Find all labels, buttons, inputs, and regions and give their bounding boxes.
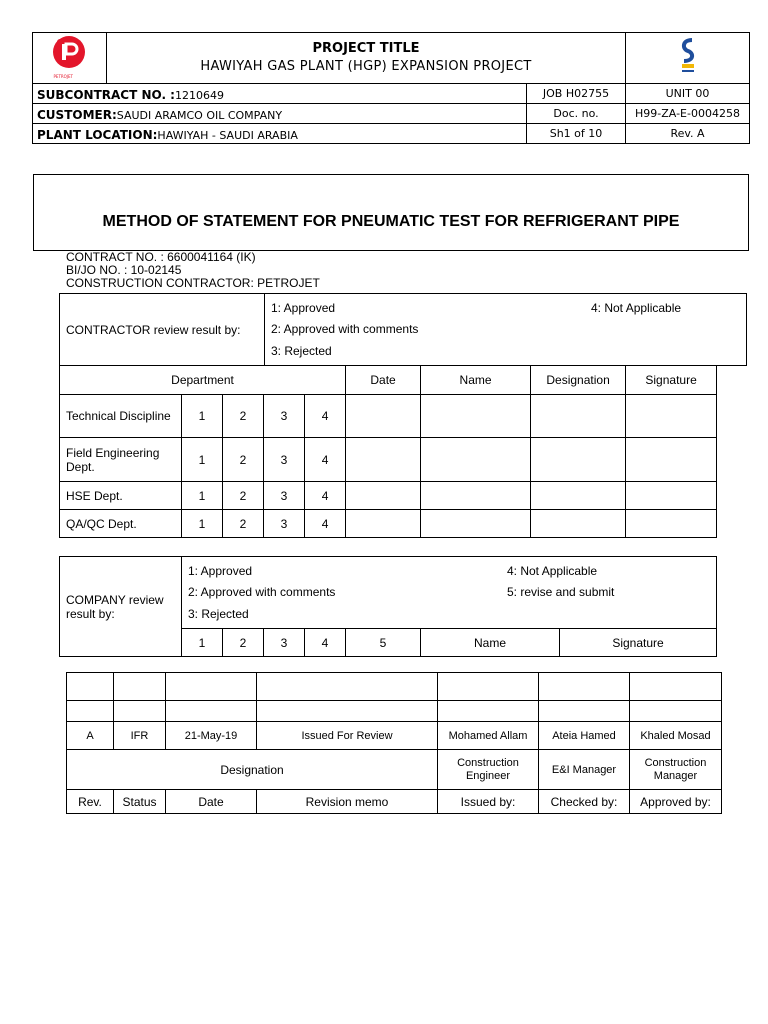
project-title-cell xyxy=(107,33,626,84)
unit-number: UNIT 00 xyxy=(626,84,750,104)
saudi-aramco-logo-icon xyxy=(678,36,698,76)
contractor-review-label: CONTRACTOR review result by: xyxy=(60,294,265,366)
revision-table xyxy=(66,672,722,814)
review-code: 2 xyxy=(223,510,264,538)
checked-by-name: Ateia Hamed xyxy=(539,722,630,750)
approved-by-name: Khaled Mosad xyxy=(630,722,722,750)
rev-header: Rev. xyxy=(67,790,114,814)
signature-header: Signature xyxy=(626,366,717,395)
review-code: 4 xyxy=(305,510,346,538)
date-header: Date xyxy=(346,366,421,395)
revision-row xyxy=(67,722,722,750)
company-signature-header: Signature xyxy=(560,629,717,657)
company-name-header: Name xyxy=(421,629,560,657)
signature-cell xyxy=(626,510,717,538)
table-row xyxy=(60,482,717,510)
contract-number: CONTRACT NO. : 6600041164 (IK) xyxy=(66,250,256,264)
job-number: JOB H02755 xyxy=(527,84,626,104)
document-title-box xyxy=(33,174,749,251)
contractor-option-approved-with-comments: 2: Approved with comments xyxy=(271,322,419,336)
review-code: 3 xyxy=(264,395,305,438)
subcontract-value: 1210649 xyxy=(174,89,224,102)
review-code: 3 xyxy=(264,482,305,510)
company-review-label: COMPANY review result by: xyxy=(60,557,182,657)
revision-number: Rev. A xyxy=(626,124,750,144)
review-code: 2 xyxy=(223,395,264,438)
department-header: Department xyxy=(60,366,346,395)
department-name: QA/QC Dept. xyxy=(60,510,182,538)
construction-contractor: CONSTRUCTION CONTRACTOR: PETROJET xyxy=(66,276,320,290)
contract-info xyxy=(66,251,320,290)
date-cell xyxy=(346,395,421,438)
revision-memo: Issued For Review xyxy=(257,722,438,750)
revision-memo-header: Revision memo xyxy=(257,790,438,814)
designation-cell xyxy=(531,482,626,510)
review-code: 4 xyxy=(305,438,346,482)
checked-by-header: Checked by: xyxy=(539,790,630,814)
department-review-table xyxy=(59,365,717,538)
issued-by-designation: Construction Engineer xyxy=(438,750,539,790)
review-code: 3 xyxy=(264,438,305,482)
contractor-option-rejected: 3: Rejected xyxy=(271,344,332,358)
table-row xyxy=(60,395,717,438)
approved-by-header: Approved by: xyxy=(630,790,722,814)
revision-date: 21-May-19 xyxy=(166,722,257,750)
company-option-approved: 1: Approved xyxy=(188,564,253,578)
company-option-not-applicable: 4: Not Applicable xyxy=(507,564,598,578)
sheet-number: Sh1 of 10 xyxy=(527,124,626,144)
name-header: Name xyxy=(421,366,531,395)
review-code: 1 xyxy=(182,395,223,438)
department-name: Field Engineering Dept. xyxy=(60,438,182,482)
name-cell xyxy=(421,482,531,510)
signature-cell xyxy=(626,395,717,438)
designation-cell xyxy=(531,395,626,438)
review-code: 1 xyxy=(182,510,223,538)
empty-revision-row xyxy=(67,673,722,701)
checked-by-designation: E&I Manager xyxy=(539,750,630,790)
review-code: 1 xyxy=(182,482,223,510)
bijo-number: BI/JO NO. : 10-02145 xyxy=(66,263,182,277)
revision-rev: A xyxy=(67,722,114,750)
company-review-table xyxy=(59,556,717,657)
plant-location-cell xyxy=(33,124,527,144)
document-title: METHOD OF STATEMENT FOR PNEUMATIC TEST FOR REFRIGERANT PIPE xyxy=(102,213,680,230)
doc-number: H99-ZA-E-0004258 xyxy=(626,104,750,124)
department-name: Technical Discipline xyxy=(60,395,182,438)
review-code: 1 xyxy=(182,438,223,482)
designation-row xyxy=(67,750,722,790)
contractor-review-box xyxy=(59,293,747,366)
designation-label: Designation xyxy=(67,750,438,790)
petrojet-logo-icon xyxy=(40,33,100,79)
company-option-approved-with-comments: 2: Approved with comments xyxy=(188,585,336,599)
table-row xyxy=(60,510,717,538)
customer-label: CUSTOMER: xyxy=(37,108,117,122)
date-cell xyxy=(346,438,421,482)
department-name: HSE Dept. xyxy=(60,482,182,510)
client-logo xyxy=(626,33,750,84)
company-code: 1 xyxy=(182,629,223,657)
issued-by-header: Issued by: xyxy=(438,790,539,814)
project-name: HAWIYAH GAS PLANT (HGP) EXPANSION PROJECT xyxy=(200,59,532,74)
logo-text: PETROJET xyxy=(53,73,73,79)
company-option-revise-and-submit: 5: revise and submit xyxy=(507,585,615,599)
customer-cell xyxy=(33,104,527,124)
designation-cell xyxy=(531,438,626,482)
name-cell xyxy=(421,510,531,538)
date-cell xyxy=(346,510,421,538)
review-code: 4 xyxy=(305,395,346,438)
project-title-label: PROJECT TITLE xyxy=(312,41,420,56)
subcontract-label: SUBCONTRACT NO. : xyxy=(37,88,175,102)
review-code: 4 xyxy=(305,482,346,510)
contractor-review-options xyxy=(265,294,747,366)
subcontract-cell xyxy=(33,84,527,104)
company-code: 4 xyxy=(305,629,346,657)
contractor-option-approved: 1: Approved xyxy=(271,301,336,315)
review-code: 2 xyxy=(223,482,264,510)
customer-value: SAUDI ARAMCO OIL COMPANY xyxy=(116,109,283,122)
company-code: 3 xyxy=(264,629,305,657)
date-cell xyxy=(346,482,421,510)
approved-by-designation: Construction Manager xyxy=(630,750,722,790)
doc-label: Doc. no. xyxy=(527,104,626,124)
designation-header: Designation xyxy=(531,366,626,395)
company-code: 5 xyxy=(346,629,421,657)
table-row xyxy=(60,438,717,482)
review-code: 2 xyxy=(223,438,264,482)
revision-status: IFR xyxy=(114,722,166,750)
review-code: 3 xyxy=(264,510,305,538)
name-cell xyxy=(421,438,531,482)
status-header: Status xyxy=(114,790,166,814)
date-header: Date xyxy=(166,790,257,814)
issued-by-name: Mohamed Allam xyxy=(438,722,539,750)
contractor-option-not-applicable: 4: Not Applicable xyxy=(591,301,682,315)
company-review-options xyxy=(182,557,717,629)
plant-location-label: PLANT LOCATION: xyxy=(37,128,158,142)
plant-location-value: HAWIYAH - SAUDI ARABIA xyxy=(157,129,298,142)
company-code: 2 xyxy=(223,629,264,657)
revision-header-row xyxy=(67,790,722,814)
company-logo xyxy=(33,33,107,84)
header-table xyxy=(32,32,750,144)
signature-cell xyxy=(626,482,717,510)
designation-cell xyxy=(531,510,626,538)
signature-cell xyxy=(626,438,717,482)
name-cell xyxy=(421,395,531,438)
company-option-rejected: 3: Rejected xyxy=(188,607,249,621)
empty-revision-row xyxy=(67,701,722,722)
